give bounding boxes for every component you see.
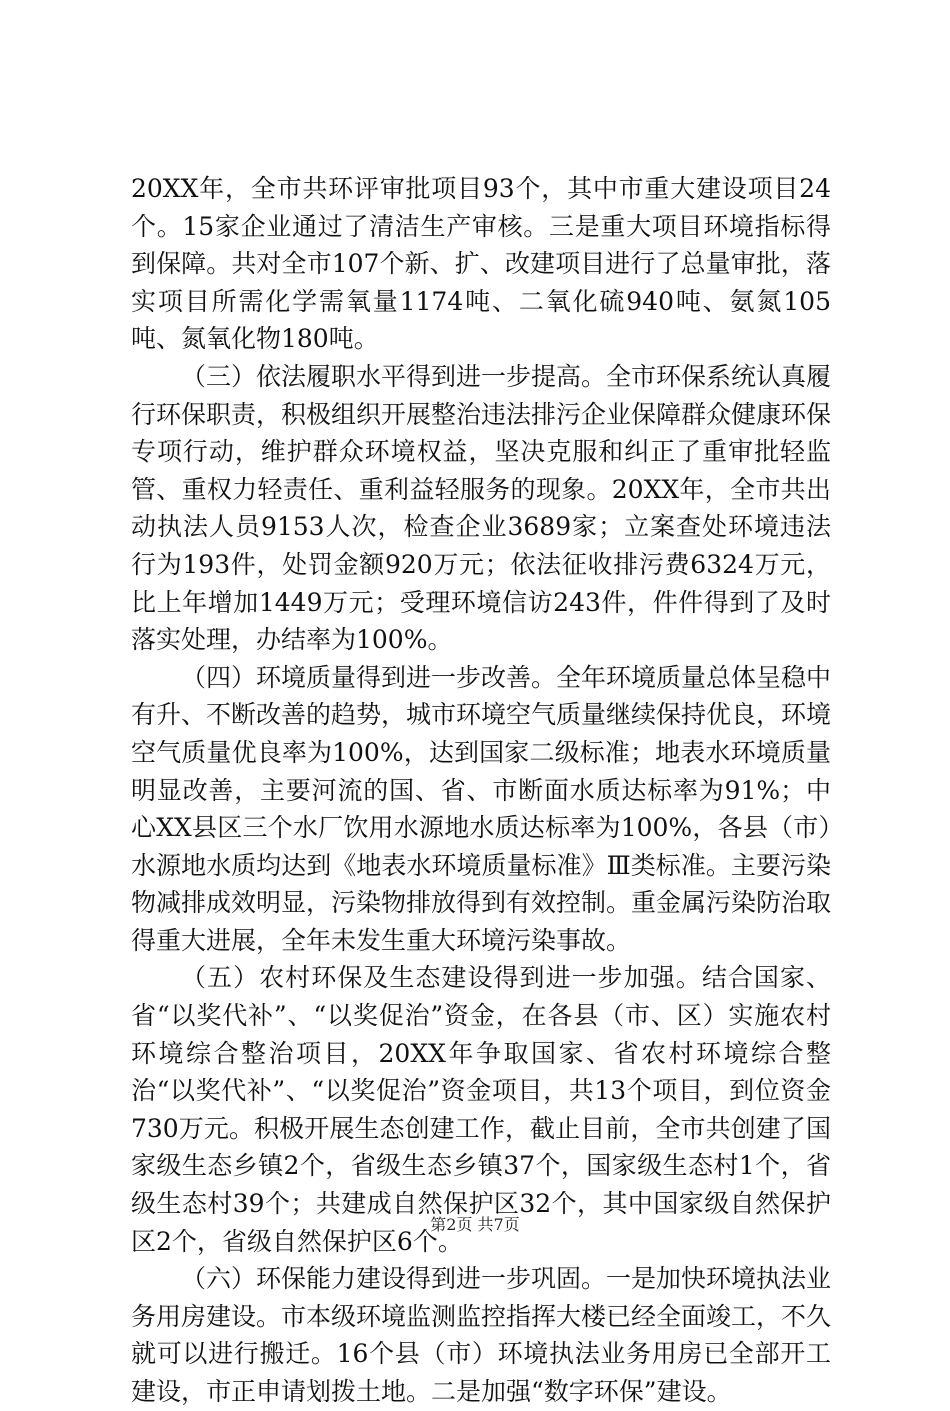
page-number-label: 第2页 共7页 (430, 1215, 520, 1234)
paragraph-continuation: 20XX年，全市共环评审批项目93个，其中市重大建设项目24个。15家企业通过了清洁生产审核。三是重大项目环境指标得到保障。共对全市107个新、扩、改建项目进行了总量审批，落实项目所需化学需氧量1174吨、二氧化硫940吨、氨氮105吨、氮氧化物180吨。 (131, 174, 831, 354)
paragraph-section-3: （三）依法履职水平得到进一步提高。全市环保系统认真履行环保职责，积极组织开展整治违法排污企业保障群众健康环保专项行动，维护群众环境权益，坚决克服和纠正了重审批轻监管、重权力轻责任、重利益轻服务的现象。20XX年，全市共出动执法人员9153人次，检查企业3689家；立案查处环境违法行为193件，处罚金额920万元；依法征收排污费6324万元，比上年增加1449万元；受理环境信访243件，件件得到了及时落实处理，办结率为100%。 (131, 361, 832, 655)
page-footer (0, 1212, 950, 1235)
paragraph-section-4: （四）环境质量得到进一步改善。全年环境质量总体呈稳中有升、不断改善的趋势，城市环境空气质量继续保持优良，环境空气质量优良率为100%，达到国家二级标准；地表水环境质量明显改善，主要河流的国、省、市断面水质达标率为91%；中心XX县区三个水厂饮用水源地水质达标率为100%，各县（市）水源地水质均达到《地表水环境质量标准》Ⅲ类标准。主要污染物减排成效明显，污染物排放得到有效控制。重金属污染防治取得重大进展，全年未发生重大环境污染事故。 (131, 662, 832, 955)
paragraph-section-6: （六）环保能力建设得到进一步巩固。一是加快环境执法业务用房建设。市本级环境监测监控指挥大楼已经全面竣工，不久就可以进行搬迁。16个县（市）环境执法业务用房已全部开工建设，市正申请划拨土地。二是加强“数字环保”建设。 (131, 1264, 832, 1406)
paragraph-section-5: （五）农村环保及生态建设得到进一步加强。结合国家、省“以奖代补”、“以奖促治”资金，在各县（市、区）实施农村环境综合整治项目，20XX年争取国家、省农村环境综合整治“以奖代补”、“以奖促治”资金项目，共13个项目，到位资金730万元。积极开展生态创建工作，截止目前，全市共创建了国家级生态乡镇2个，省级生态乡镇37个，国家级生态村1个，省级生态村39个；共建成自然保护区32个，其中国家级自然保护区2个，省级自然保护区6个。 (131, 963, 831, 1256)
